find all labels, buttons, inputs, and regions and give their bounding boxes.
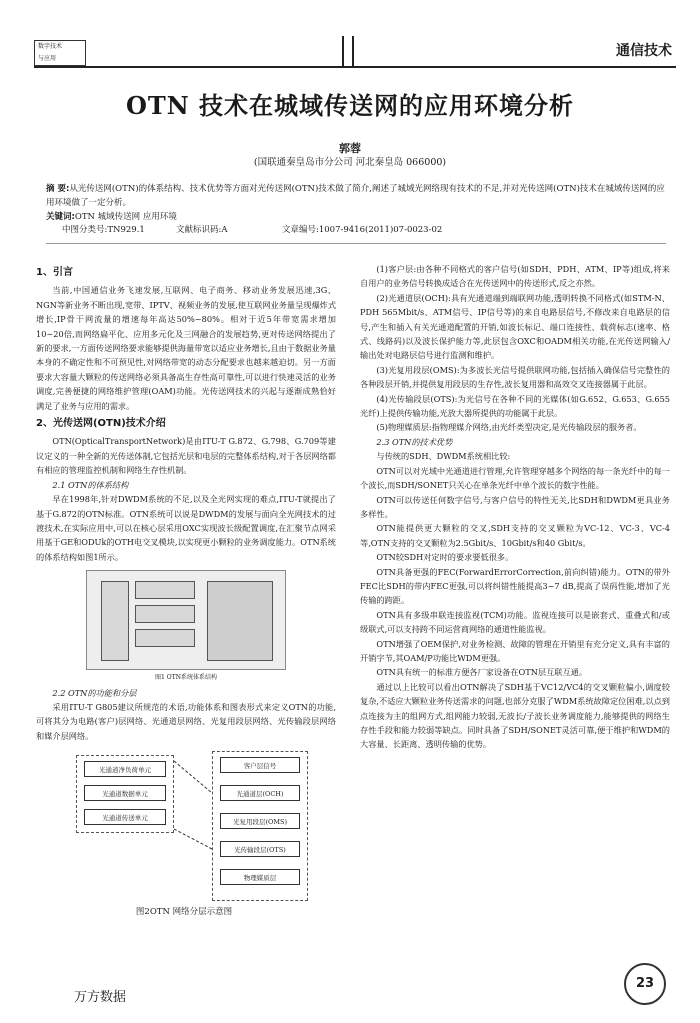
header-rule xyxy=(34,66,676,68)
doc-code: 文献标识码:A xyxy=(176,225,228,235)
article-number: 文章编号:1007-9416(2011)07-0023-02 xyxy=(282,225,443,235)
affiliation: (国联通秦皇岛市分公司 河北秦皇岛 066000) xyxy=(253,157,447,168)
para-architecture: 早在1998年,针对DWDM系统的不足,以及全光网实现的难点,ITU-T就提出了基于G.872的OTN标准。OTN系统可以说是DWDM的发展与面向全光网技术的过渡技术,在实际应用中,可以在核心层采用OXC实现波长级配置调度,在汇聚节点网采用基于GE和ODUk的OTH电交叉模块,以实现更小颗粒的业务调度能力。OTN系统的体系结构如图1所示。 xyxy=(36,494,336,562)
journal-badge xyxy=(34,40,86,66)
abstract xyxy=(46,182,666,224)
subheading-2-2: 2.2 OTN的功能和分层 xyxy=(52,687,137,698)
fig2-connectors xyxy=(174,749,214,905)
fig1-rack xyxy=(101,581,129,661)
fig1-shelf xyxy=(135,605,195,623)
figure-2-caption: 图2OTN 网络分层示意图 xyxy=(135,907,233,918)
divider xyxy=(46,243,666,244)
figure-1-caption: 图1 OTN系统体系结构 xyxy=(155,674,217,682)
para-summary: 通过以上比较可以看出OTN解决了SDH基于VC12/VC4的交叉颗粒偏小,调度较复杂,不适应大颗粒业务传送需求的问题,也部分克服了WDM系统故障定位困难,以点到点连接为主的组网方式,组网能力较弱,无波长/子波长业务调度能力,能够提供的网络生存性手段和能力较弱等缺点。同时具备了SDH/SONET灵活可靠,便于维护和WDM的大容量、长距离、透明传输的优势。 xyxy=(360,681,670,750)
para-compare: 与传统的SDH、DWDM系统相比较: xyxy=(376,451,511,462)
abstract-text: 从光传送网(OTN)的体系结构、技术优势等方面对光传送网(OTN)技术做了简介,阐述了城域光网络现有技术的不足,并对光传送网(OTN)技术在城域传送网的应用环境做了一定分析。 xyxy=(46,184,665,208)
fig2-box-odu: 光通道数据单元 xyxy=(84,785,166,801)
fig2-box-opu: 光通道净负荷单元 xyxy=(84,761,166,777)
para-physical-layer: (5)物理媒质层:指物理媒介网络,由光纤类型决定,是光传输段层的服务者。 xyxy=(376,422,642,433)
figure-1 xyxy=(86,570,286,670)
section-label: 通信技术 xyxy=(616,43,672,59)
badge-line2: 与应用 xyxy=(38,55,57,62)
para-client-layer: (1)客户层:由各种不同格式的客户信号(如SDH、PDH、ATM、IP等)组成,将来自用户的业务信号转换成适合在光传送网中的传送形式,反之亦然。 xyxy=(360,264,670,289)
para-adv-6: OTN具有多级串联连接监视(TCM)功能。监视连接可以是嵌套式、重叠式和/或级联式,可以支持跨不同运营商网络的通道性能监视。 xyxy=(360,609,670,635)
fig2-box-ots: 光传输段层(OTS) xyxy=(220,841,300,857)
figure-2 xyxy=(36,749,332,917)
watermark: 万方数据 xyxy=(74,990,127,1005)
fig2-box-oms: 光复用段层(OMS) xyxy=(220,813,300,829)
author: 郭蓉 xyxy=(339,142,361,155)
para-adv-5: OTN具备更强的FEC(ForwardErrorCorrection,前向纠错)能力。OTN的带外FEC比SDH的带内FEC更强,可以将纠错性能提高3~7 dB,提高了误码性能,增加了光传输的跨距。 xyxy=(360,566,670,606)
right-column xyxy=(360,262,670,752)
badge-line1: 数字技术 xyxy=(38,43,63,50)
header-bars xyxy=(342,36,356,66)
para-adv-8: OTN具有统一的标准方便各厂家设备在OTN层互联互通。 xyxy=(376,667,588,678)
subheading-2-1: 2.1 OTN的体系结构 xyxy=(52,479,129,490)
page-number: 23 xyxy=(624,963,666,1005)
para-och-layer: (2)光通道层(OCH):具有光通道端到端联网功能,透明转换不同格式(如STM-N、PDH 565Mbit/s、ATM信号、IP信号等)的来自电路层信号,不修改来自电路层的信号,产生和插入有关光通道配置的开销,如波长标记、端口连接性、载荷标志(速率、格式、线路码)以及波长保护能力等,此层包含OXC和OADM相关功能,在光传送网输入/输出处对电路层信号进行监测和维护。 xyxy=(360,292,670,361)
heading-intro: 1、引言 xyxy=(36,267,73,278)
para-adv-1: OTN可以对光域中光通道进行管理,允许管理穿越多个网络的每一条光纤中的每一个波长,而SDH/SONET只关心在单条光纤中单个波长的数字性能。 xyxy=(360,465,670,491)
para-adv-3: OTN能提供更大颗粒的交叉,SDH支持的交叉颗粒为VC-12、VC-3、VC-4等,OTN支持的交叉颗粒为2.5Gbit/s、10Gbit/s和40 Gbit/s。 xyxy=(360,523,670,548)
left-column xyxy=(36,262,336,917)
fig1-shelf xyxy=(135,629,195,647)
keywords: OTN 城域传送网 应用环境 xyxy=(74,212,177,222)
para-functions: 采用ITU-T G805建议所规范的术语,功能体系和图表形式来定义OTN的功能,可将其分为电路(客户)层网络、光通道层网络、光复用段层网络、光传输段层网络和媒介层网络。 xyxy=(36,701,336,741)
abstract-label: 摘 要: xyxy=(46,184,70,194)
para-adv-7: OTN增强了OEM保护,对业务检测、故障的管理在开销里有充分定义,具有丰富的开销字节,其OAM/P功能比WDM更强。 xyxy=(360,638,670,663)
para-oms-layer: (3)光复用段层(OMS):为多波长光信号提供联网功能,包括插入确保信号完整性的各种段层开销,并提供复用段层的生存性,波长复用器和高效交叉连接器属于此层。 xyxy=(360,364,670,390)
subheading-2-3: 2.3 OTN的技术优势 xyxy=(376,436,453,447)
para-otn-def: OTN(OpticalTransportNetwork)是由ITU-T G.872、G.798、G.709等建议定义的一种全新的光传送体制,它包括光层和电层的完整体系结构,对于各层网络都有相应的管理监控机制和网络生存性机制。 xyxy=(36,436,336,476)
fig1-shelf xyxy=(135,581,195,599)
heading-otn: 2、光传送网(OTN)技术介绍 xyxy=(36,418,166,430)
fig2-box-och: 光通道层(OCH) xyxy=(220,785,300,801)
fig2-box-client: 客户层信号 xyxy=(220,757,300,773)
para-intro: 当前,中国通信业务飞速发展,互联网、电子商务、移动业务发展迅速,3G、NGN等新业务不断出现,宽带、IPTV、视频业务的发展,使互联网业务量呈现爆炸式增长,IP骨干网流量的增速每年高达50%~80%。相对于近5年带宽需求增加10~20倍,而网络扁平化、应用多元化及三网融合的发展趋势,更对传送网络提出了新的要求,一方面传送网络要求能够提供海量带宽以适应业务增长,且由于数据业务量本身的不确定性和不可预见性,对网络带宽的动态分配要求也越来越迫切。另一方面要求大容量大颗粒的传送网络必须具备高生存性高可靠性,可以进行快速灵活的业务调度,完善便捷的网络维护管理(OAM)功能。光传送网技术的兴起与逐渐成熟恰好满足了业务与应用的需求。 xyxy=(36,285,337,411)
fig2-box-otu: 光通道传送单元 xyxy=(84,809,166,825)
para-adv-4: OTN较SDH对定时的要求要低很多。 xyxy=(376,552,514,563)
fig1-panel xyxy=(207,581,273,661)
clc-number: 中图分类号:TN929.1 xyxy=(62,225,145,235)
para-ots-layer: (4)光传输段层(OTS):为光信号在各种不同的光媒体(如G.652、G.653、G.655光纤)上提供传输功能,光放大器所提供的功能属于此层。 xyxy=(360,393,670,419)
article-title: OTN 技术在城域传送网的应用环境分析 xyxy=(125,91,575,120)
keywords-label: 关键词: xyxy=(46,212,75,222)
fig2-box-physical: 物理媒质层 xyxy=(220,869,300,885)
para-adv-2: OTN可以传送任何数字信号,与客户信号的特性无关,比SDH和DWDM更具业务多样性。 xyxy=(360,494,670,519)
